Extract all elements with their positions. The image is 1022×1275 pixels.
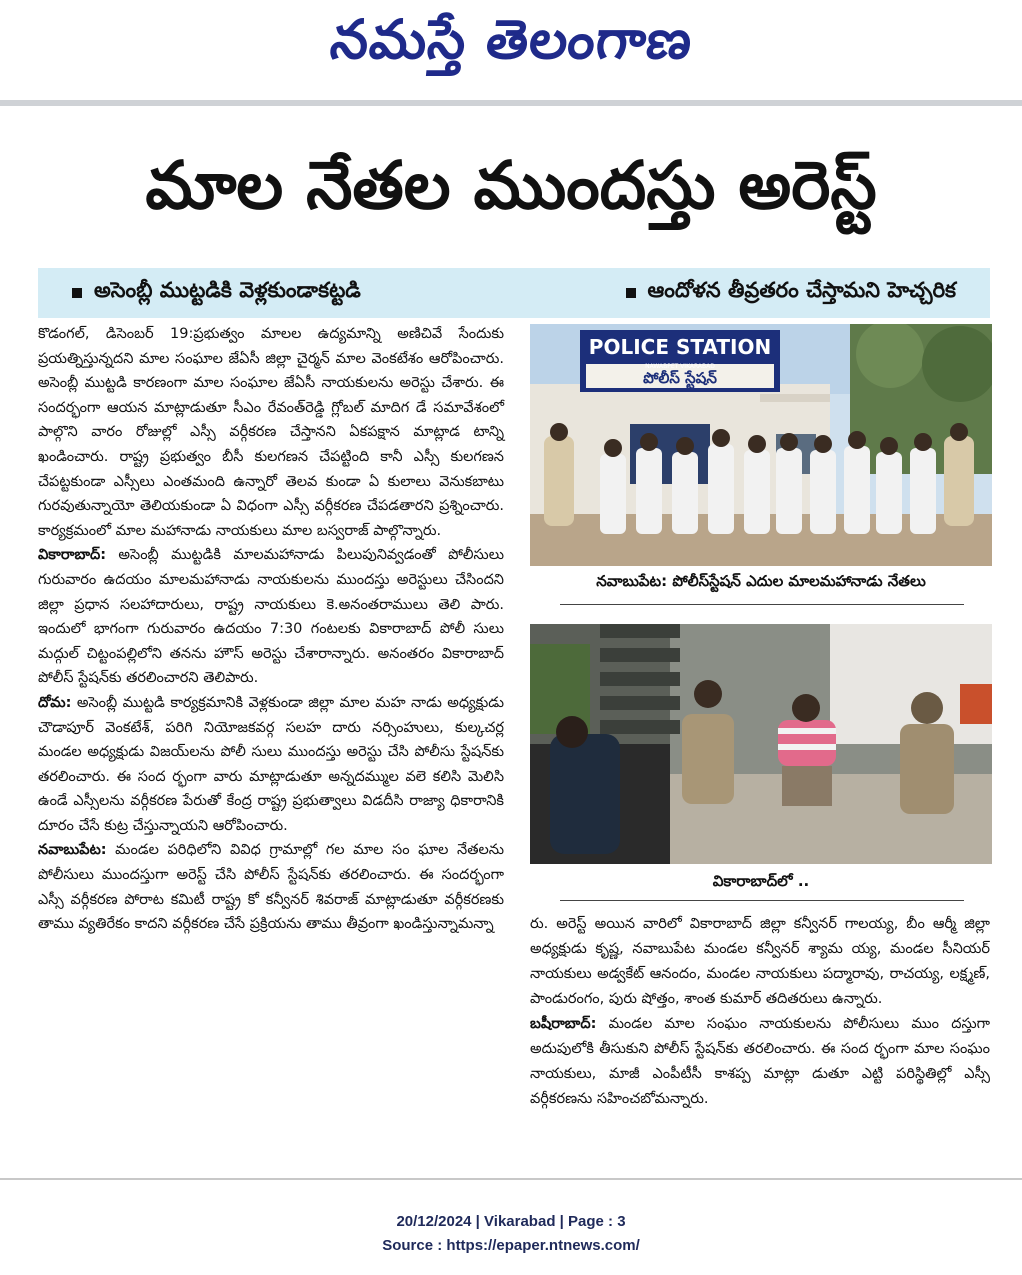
photo-caption: వికారాబాద్‌లో .. [712,872,810,890]
caption-divider [560,900,964,901]
paragraph-text: మండల పరిధిలోని వివిధ గ్రామాల్లో గల మాల సం ఘాల నేతలను పోలీసులు ముందస్తుగా అరెస్ట్ చేసి పోలీస్ స్టేషన్‌కు తరలించారు. ఈ సందర్భంగా ఎస్సీ వర్గీకరణ పోరాట కమిటీ రాష్ట్ర కో కన్వీనర్ శివరాజ్ మాట్లాడుతూ వర్గీకరణకు తాము వ్యతిరేకం కాదని వర్గీకరణ చేసే ప్రక్రియను తాము తీవ్రంగా ఖండిస్తున్నామన్నా [38,842,504,933]
article-paragraph [38,543,504,691]
article-column-left [38,322,504,1162]
newspaper-logo: నమస్తే తెలంగాణ [327,8,696,71]
subhead-item [626,278,956,308]
subhead-item [72,278,361,308]
article-headline: మాల నేతల ముందస్తు అరెస్ట్ [145,147,877,224]
dateline: దోమ: [38,694,72,711]
sign-location: NAWABPET VIKARABAD [645,363,715,370]
vikarabad-indoor-photo [530,624,992,864]
edition-info: 20/12/2024 | Vikarabad | Page : 3 [396,1213,626,1230]
indoor-photo-icon [530,624,992,864]
page-footer [0,1210,1022,1258]
dateline: వికారాబాద్: [38,547,107,564]
article-paragraph [530,1012,990,1112]
article-paragraph: కొడంగల్, డిసెంబర్ 19:ప్రభుత్వం మాలల ఉద్యమాన్ని అణిచివే సేందుకు ప్రయత్నిస్తున్నదని మాల సంఘాల జేఏసీ జిల్లా చైర్మన్ మాల వెంకటేశం ఆరోపించారు. అసెంబ్లీ ముట్టడి కారణంగా మాల సంఘాల జేఏసీ నాయకులను అరెస్టు చేశారు. ఈ సందర్భంగా ఆయన మాట్లాడుతూ సీఎం రేవంత్‌రెడ్డి గ్లోబల్ మాదిగ డే సమావేశంలో పాల్గొని వారం రోజుల్లో ఎస్సీ వర్గీకరణ చేస్తానని ఏకపక్షాన మాట్లాడ టాన్ని ఖండించారు. రాష్ట్ర ప్రభుత్వం బీసీ కులగణన చేపట్టింది కానీ ఎస్సీ కులగణన చేపట్టకుండా ఎస్సీలు ఎంతమంది ఉన్నారో తెలవ కుండా ఏ కులాలు వెనుకబాటు గురవుతున్నాయో తెలియకుండా ఏ విధంగా ఎస్సీ వర్గీకరణ చేపడతారని ప్రశ్నించారు. కార్యక్రమంలో మాల మహానాడు నాయకులు మాల బస్వరాజ్ పాల్గొన్నారు. [38,326,504,539]
subheadline-bar [38,268,990,318]
article-column-right [530,912,990,1162]
source-link[interactable]: Source : https://epaper.ntnews.com/ [382,1237,640,1254]
bullet-square-icon [626,288,636,298]
paragraph-text: మండల మాల సంఘం నాయకులను పోలీసులు ముం దస్తుగా అదుపులోకి తీసుకుని పోలీస్ స్టేషన్‌కు తరలించారు. ఈ సంద ర్భంగా మాల సంఘం నాయకులు, మాజీ ఎంపీటీసీ కాశప్ప మాట్లా డుతూ ఎట్టి పరిస్థితిల్లో ఎస్సీ వర్గీకరణను సహించబోమన్నారు. [530,1016,990,1107]
sign-telugu: పోలీస్ స్టేషన్ [643,369,717,387]
photo-caption: నవాబుపేట: పోలీస్‌స్టేషన్ ఎదుల మాలమహానాడు నేతలు [596,572,926,590]
dateline: నవాబుపేట: [38,842,107,859]
paragraph-text: అసెంబ్లీ ముట్టడి కార్యక్రమానికి వెళ్లకుండా జిల్లా మాల మహ నాడు అధ్యక్షుడు చౌడాపూర్ వెంకటేశ్, పరిగి నియోజకవర్గ సలహ దారు నర్సింహులు, కుల్కచర్ల మండల అధ్యక్షుడు విజయ్‌లను పోలీ సులు ముందస్తు అరెస్టు చేసి పోలీసు స్టేషన్‌కు తరలించారు. ఈ సంద ర్భంగా వారు మాట్లాడుతూ అన్నదమ్ముల వలె కలిసి మెలిసి ఉండే ఎస్సీలను వర్గీకరణ పేరుతో కేంద్ర రాష్ట్ర ప్రభుత్వాలు విడదీసి రాజ్యా ధికారానికి దూరం చేసే కుట్ర చేస్తున్నాయని ఆరోపించారు. [38,694,504,834]
paragraph-text: అసెంబ్లీ ముట్టడికి మాలమహానాడు పిలుపునివ్వడంతో పోలీసులు గురువారం ఉదయం మాలమహానాడు నాయకులను ముందస్తు అరెస్టులు చేసిందని జిల్లా ప్రధాన సలహాదారులు, రాష్ట్ర నాయకులు కె.అనంతరాములు తెలి పారు. ఇందులో భాగంగా గురువారం ఉదయం 7:30 గంటలకు వికారాబాద్ పోలీ సులు మద్గుల్ చిట్టంపల్లిలోని తనను హౌస్ అరెస్టు చేశారాన్నారు. అనంతరం వికారాబాద్ పోలీస్ స్టేషన్‌కు తరలించారని తెలిపారు. [38,547,504,687]
bullet-square-icon [72,288,82,298]
dateline: బషీరాబాద్: [530,1016,597,1032]
police-station-group-photo [530,324,992,566]
group-photo-icon [530,324,992,566]
subhead-text: అసెంబ్లీ ముట్టడికి వెళ్లకుండాకట్టడి [94,278,361,302]
sign-police-station: POLICE STATION [588,335,772,359]
page-divider [0,1178,1022,1180]
masthead-divider [0,100,1022,106]
caption-divider [560,604,964,605]
article-paragraph [38,838,504,936]
article-paragraph [38,691,504,839]
masthead [0,0,1022,100]
article-paragraph: రు. అరెస్ట్ అయిన వారిలో వికారాబాద్ జిల్లా కన్వీనర్ గాలయ్య, బీం ఆర్మీ జిల్లా అధ్యక్షుడు కృష్ణ, నవాబుపేట మండల కన్వీనర్ శ్యామ య్య, మండల సీనియర్ నాయకులు అడ్వకేట్ ఆనందం, మండల నాయకులు పద్మారావు, రాచయ్య, లక్ష్మణ్, పాండురంగం, పురు షోత్తం, శాంత కుమార్ తదితరులు ఉన్నారు. [530,916,990,1007]
subhead-text: ఆందోళన తీవ్రతరం చేస్తామని హెచ్చరిక [647,278,956,302]
